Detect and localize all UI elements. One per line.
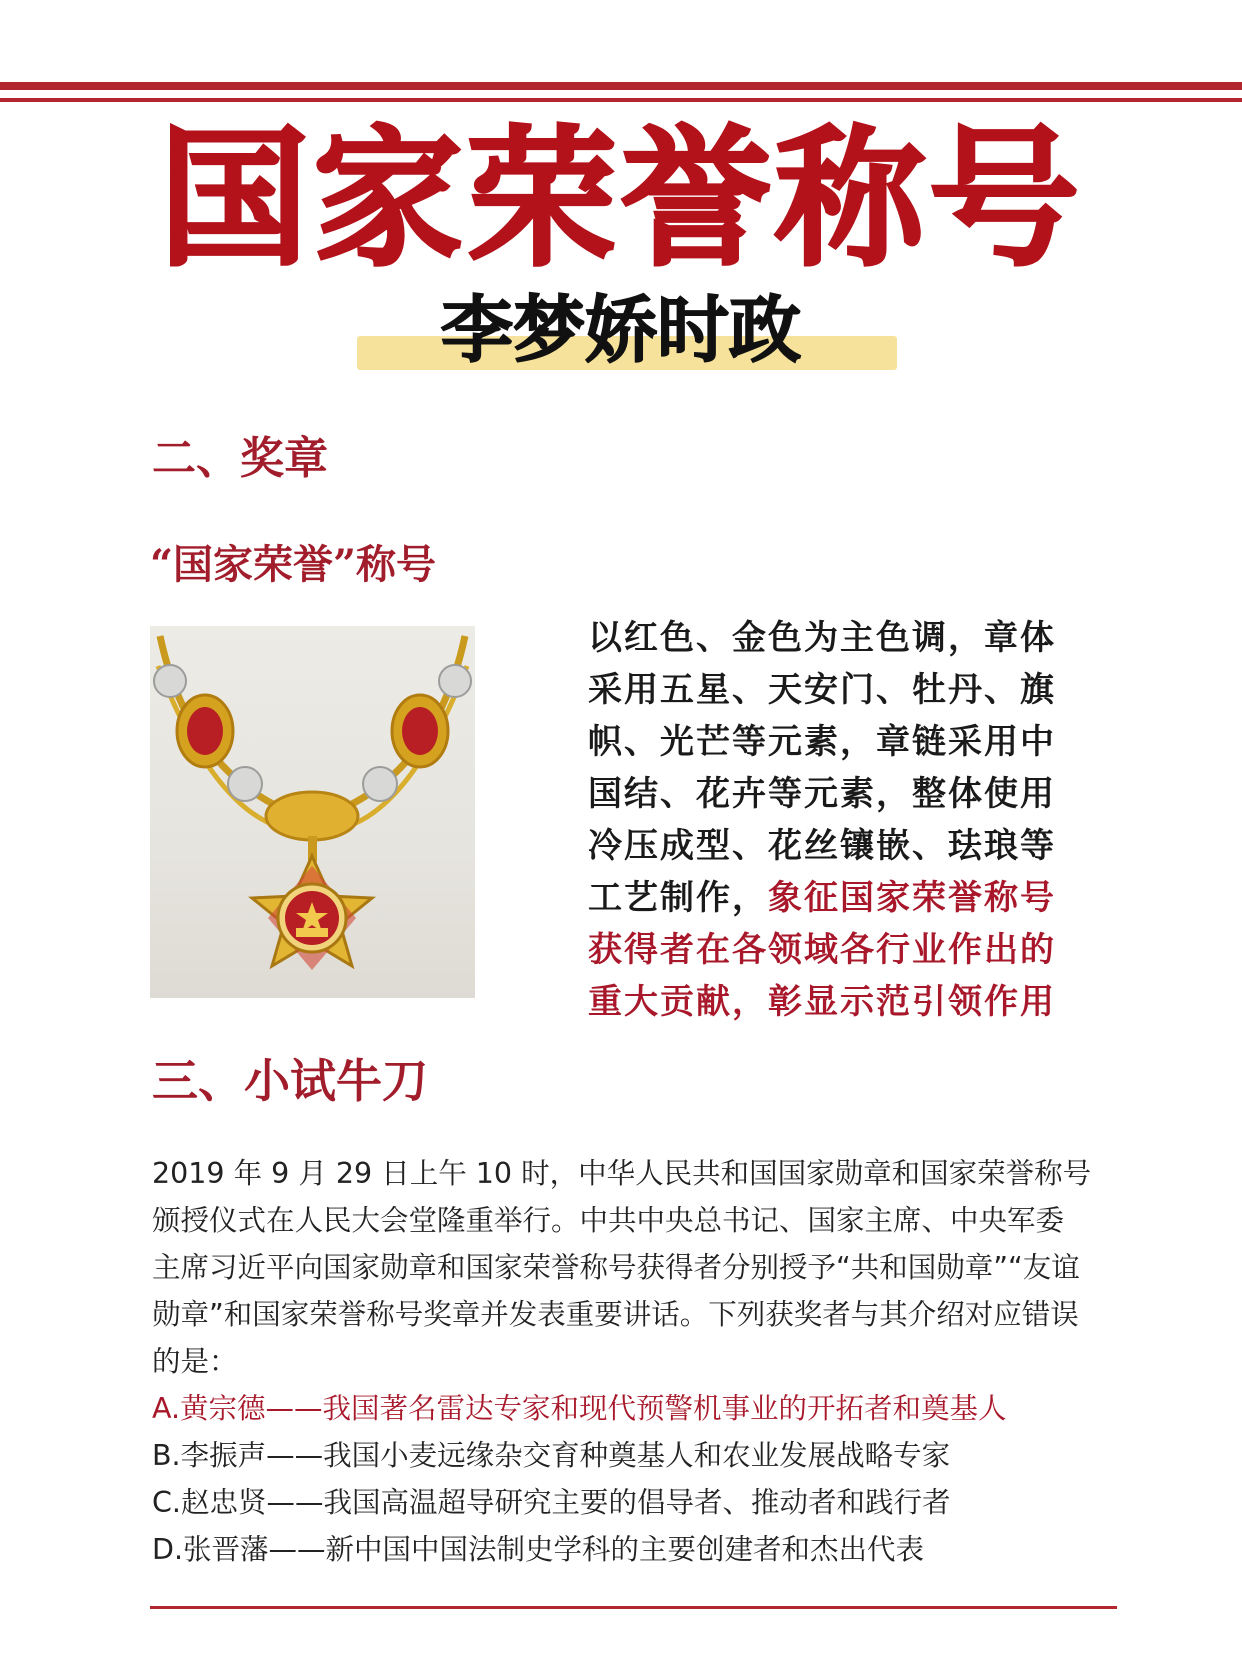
section-heading-medal: 二、奖章 <box>152 433 328 484</box>
medal-description-text: 以红色、金色为主色调，章体采用五星、天安门、牡丹、旗帜、光芒等元素，章链采用中国结、花卉等元素，整体使用冷压成型、花丝镶嵌、珐琅等工艺制作， <box>588 618 1056 918</box>
section-heading-quiz: 三、小试牛刀 <box>152 1054 428 1108</box>
medal-title: “国家荣誉”称号 <box>150 541 437 588</box>
main-title: 国家荣誉称号 <box>158 113 1083 287</box>
top-rule-thick <box>0 82 1242 90</box>
option-d: D.张晋藩——新中国中国法制史学科的主要创建者和杰出代表 <box>152 1533 925 1566</box>
medal-description <box>588 612 1068 1028</box>
medal-image <box>150 626 475 998</box>
subtitle: 李梦娇时政 <box>440 288 801 372</box>
question-text: 2019 年 9 月 29 日上午 10 时，中华人民共和国国家勋章和国家荣誉称号颁授仪式在人民大会堂隆重举行。中共中央总书记、国家主席、中央军委主席习近平向国家勋章和国家荣誉称号获得者分别授予“共和国勋章”“友谊勋章”和国家荣誉称号奖章并发表重要讲话。下列获奖者与其介绍对应错误的是： <box>152 1157 1092 1378</box>
option-c: C.赵忠贤——我国高温超导研究主要的倡导者、推动者和践行者 <box>152 1486 951 1519</box>
bottom-rule <box>150 1606 1117 1609</box>
top-rule-thin <box>0 98 1242 102</box>
option-a: A.黄宗德——我国著名雷达专家和现代预警机事业的开拓者和奠基人 <box>152 1392 1007 1425</box>
option-b: B.李振声——我国小麦远缘杂交育种奠基人和农业发展战略专家 <box>152 1439 951 1472</box>
medal-description-highlight: 象征国家荣誉称号获得者在各领域各行业作出的重大贡献，彰显示范引领作用 <box>588 878 1056 1022</box>
quiz-block <box>152 1150 1092 1573</box>
medal-illustration-icon <box>150 626 475 998</box>
